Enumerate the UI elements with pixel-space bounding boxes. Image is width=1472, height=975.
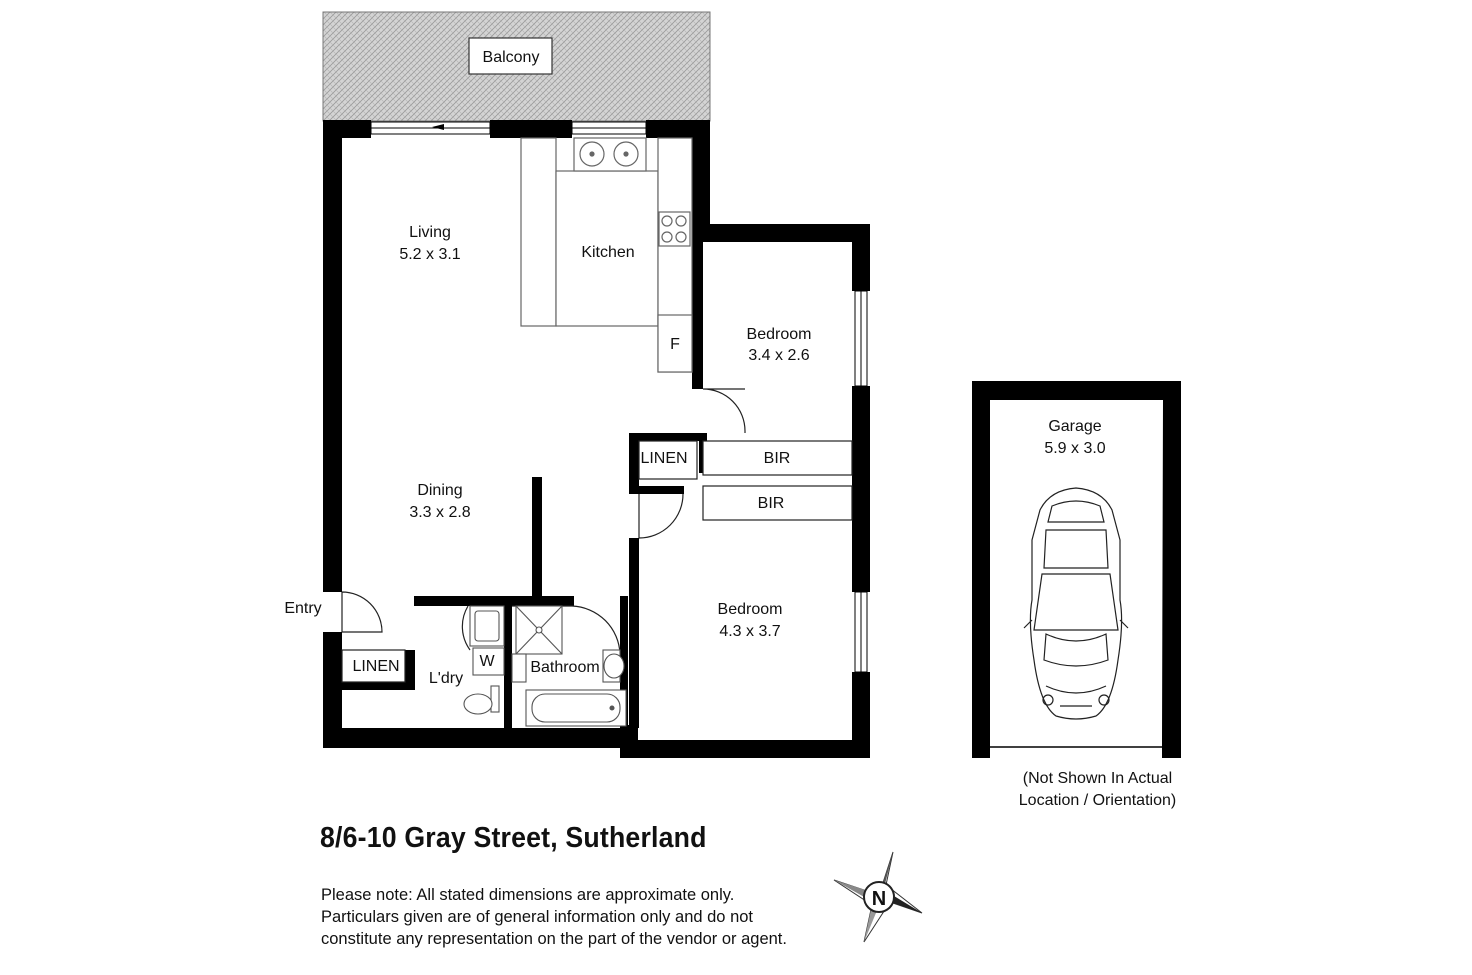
living-label: Living <box>409 224 451 241</box>
hall-linen-label: LINEN <box>640 450 688 467</box>
bathroom-label: Bathroom <box>530 659 600 676</box>
north-arrow-icon <box>834 852 922 942</box>
garage-dims: 5.9 x 3.0 <box>1044 440 1106 457</box>
living-dims: 5.2 x 3.1 <box>399 246 461 263</box>
garage-note-line-2: Location / Orientation) <box>1018 792 1177 809</box>
kitchen-label: Kitchen <box>581 244 635 261</box>
property-address: 8/6-10 Gray Street, Sutherland <box>320 822 707 854</box>
dining-label: Dining <box>417 482 463 499</box>
bedroom-2-label: Bedroom <box>717 601 783 618</box>
bedroom-2-dims: 4.3 x 3.7 <box>719 623 781 640</box>
storage-boxes <box>342 441 852 682</box>
garage-orientation-note <box>1010 768 1185 812</box>
balcony <box>323 12 710 121</box>
disclaimer-line-1: Please note: All stated dimensions are approximate only. <box>321 886 735 904</box>
car-icon <box>1024 488 1128 719</box>
disclaimer <box>321 884 787 950</box>
laundry-label: L'dry <box>428 670 464 687</box>
disclaimer-line-2: Particulars given are of general information only and do not <box>321 908 754 926</box>
compass-label: N <box>871 888 887 910</box>
entry-label: Entry <box>284 600 322 617</box>
fridge-label: F <box>670 336 680 353</box>
bir-1-label: BIR <box>763 450 791 467</box>
balcony-label: Balcony <box>482 49 540 66</box>
bir-2-label: BIR <box>757 495 785 512</box>
disclaimer-line-3: constitute any representation on the part of the vendor or agent. <box>321 930 787 948</box>
entry-linen-label: LINEN <box>352 658 400 675</box>
bedroom-1-label: Bedroom <box>746 326 812 343</box>
washer-label: W <box>479 653 495 670</box>
bedroom-1-dims: 3.4 x 2.6 <box>748 347 810 364</box>
garage <box>972 381 1181 758</box>
garage-note-line-1: (Not Shown In Actual <box>1022 770 1173 787</box>
garage-label: Garage <box>1048 418 1102 435</box>
dining-dims: 3.3 x 2.8 <box>409 504 471 521</box>
